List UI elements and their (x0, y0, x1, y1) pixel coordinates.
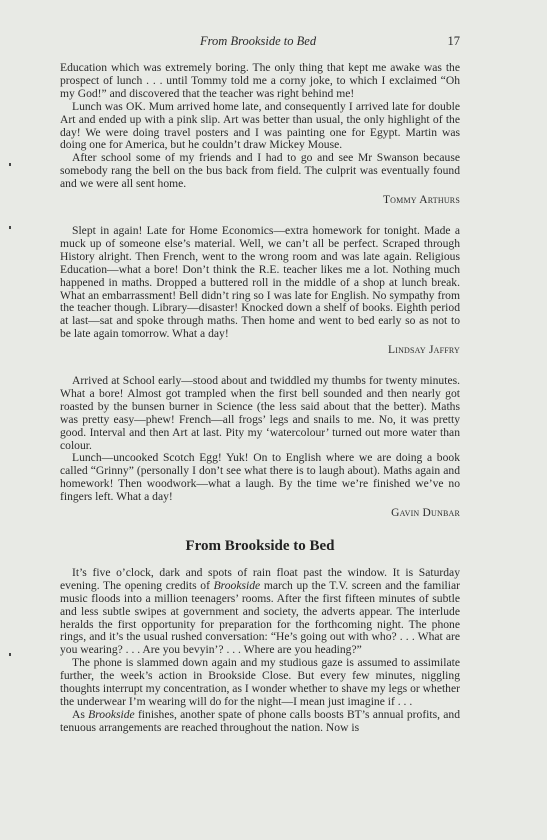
paragraph: The phone is slammed down again and my studious gaze is assumed to assimilate further, the week’s action in Brookside Close. But every few minutes, niggling thoughts interrupt my concentration, as I wonder whether to shave my legs or whether the underwear I’m wearing will do for the night—I mean just imagine if . . . (60, 656, 460, 708)
paragraph: Arrived at School early—stood about and twiddled my thumbs for twenty minutes. What a bore! Almost got trampled when the first bell sounded and then nearly got roasted by the bunsen burner in Science (the less said about that the better). Maths was pretty easy—phew! French—all frogs’ legs and snails to me. No, it was pretty good. Interval and then Art at last. Pity my ‘watercolour’ turned out more water than colour. (60, 374, 460, 452)
diary-entry-2 (60, 225, 460, 357)
paragraph (60, 567, 460, 657)
diary-entry-1 (60, 62, 460, 207)
running-title: From Brookside to Bed (200, 34, 317, 48)
text-run: As (72, 707, 89, 721)
paragraph: After school some of my friends and I had to go and see Mr Swanson because somebody rang the bell on the bus back from field. The culprit was eventually found and we were all sent home. (60, 151, 460, 191)
paragraph (60, 709, 460, 735)
page-body (60, 62, 460, 735)
paragraph: Education which was extremely boring. The only thing that kept me awake was the prospect of lunch . . . until Tommy told me a corny joke, to which I exclaimed “Oh my God!” and discovered that the teacher was right behind me! (60, 61, 460, 100)
page-header (60, 34, 460, 50)
page-number: 17 (447, 34, 460, 48)
diary-entry-3 (60, 375, 460, 520)
margin-mark (9, 163, 11, 166)
margin-mark (9, 653, 11, 656)
text-run: finishes, another spate of phone calls boosts BT’s annual profits, and tenuous arrangements are reached throughout the nation. Now is (60, 707, 460, 734)
paragraph: Slept in again! Late for Home Economics—extra homework for tonight. Made a muck up of someone else’s material. Well, we can’t all be perfect. Scraped through History alright. Then French, went to the wrong room and was late again. Religious Education—what a bore! Don’t think the R.E. teacher likes me a lot. Nothing much happened in maths. Dropped a buttered roll in the middle of a shop at lunch break. What an embarrassment! Bell didn’t ring so I was late for English. No sympathy from the teacher though. Library—disaster! Knocked down a shelf of books. Eighth period at last—sat and spoke through maths. Then home and went to bed early so as not to be late again tomorrow. What a day! (60, 223, 460, 341)
text-run: It’s five o’clock, dark and spots of rain float past the window. It is Saturday evening. The opening credits of (60, 565, 460, 592)
text-run: march up the T.V. screen and the familiar music floods into a million teenagers’ rooms. After the first fifteen minutes of subtle and less subtle swipes at government and society, the adverts appear. The interlude heralds the first opportunity for preparation for the forthcoming night. The phone rings, and it’s the usual rushed conversation: “He’s going out with who? . . . What are you wearing? . . . Are you bevyin’? . . . Where are you heading?” (60, 578, 460, 657)
author-name: Tommy Arthurs (382, 194, 460, 207)
show-title: Brookside (88, 707, 135, 721)
author-name: Gavin Dunbar (391, 507, 460, 520)
show-title: Brookside (213, 578, 261, 592)
margin-mark (9, 226, 11, 229)
paragraph: Lunch—uncooked Scotch Egg! Yuk! On to English where we are doing a book called “Grinny” (personally I don’t see what there is to laugh about). Maths again and homework! Then woodwork—what a laugh. By the time we’re finished we’ve no fingers left. What a day! (60, 451, 460, 504)
section-heading: From Brookside to Bed (185, 538, 335, 554)
author-name: Lindsay Jaffry (387, 344, 460, 357)
paragraph: Lunch was OK. Mum arrived home late, and consequently I arrived late for double Art and ended up with a pink slip. Art was better than usual, the only highlight of the day! We were doing travel posters and I was painting one for Egypt. Martin was doing one for America, but he couldn’t draw Mickey Mouse. (60, 99, 460, 152)
essay-section (60, 567, 460, 735)
